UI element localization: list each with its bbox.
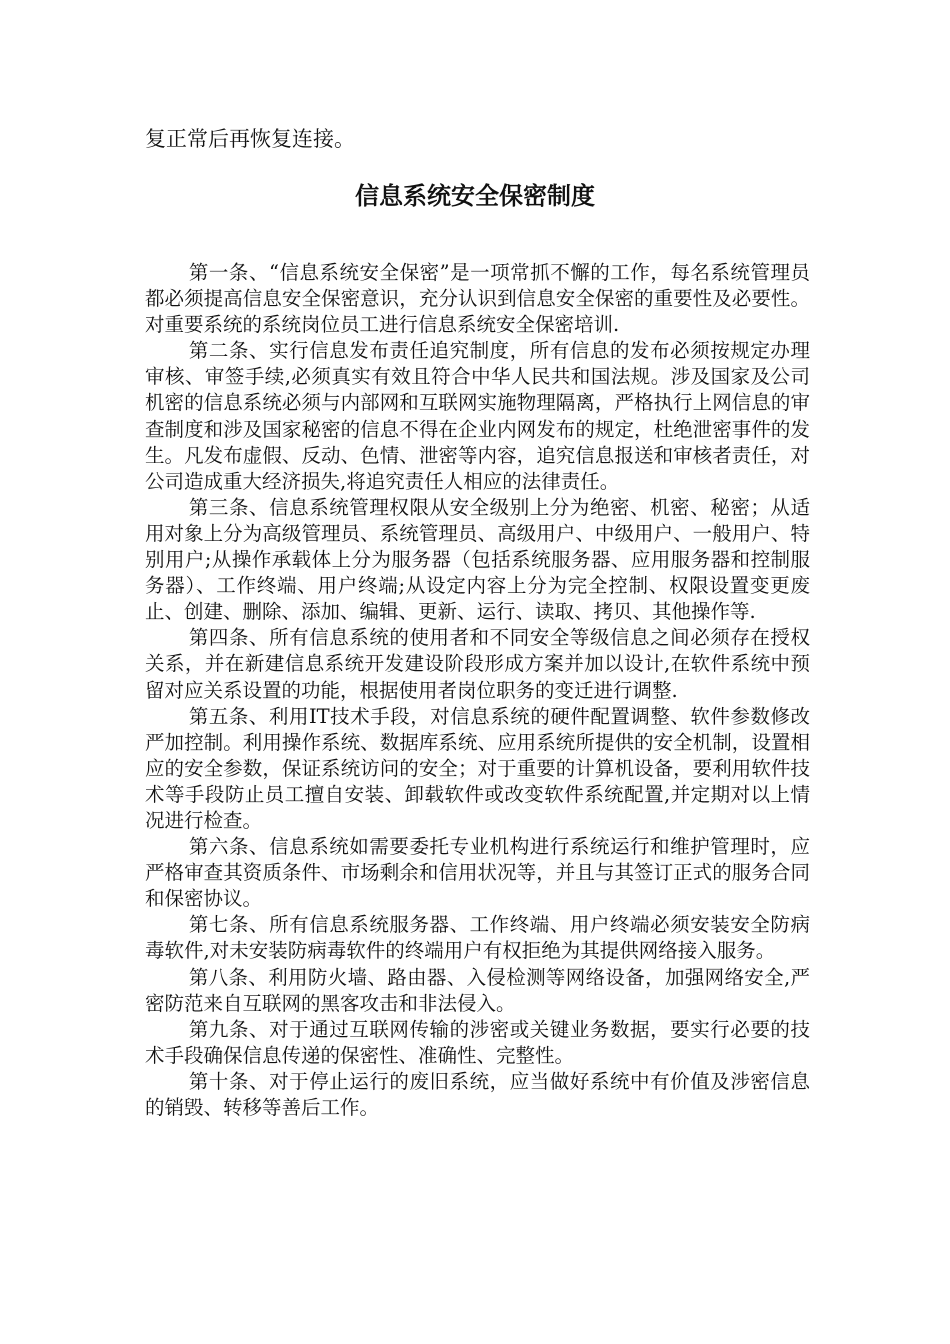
article-10: 第十条、对于停止运行的废旧系统，应当做好系统中有价值及涉密信息的销毁、转移等善后工作。 <box>145 1069 810 1119</box>
article-6: 第六条、信息系统如需要委托专业机构进行系统运行和维护管理时，应严格审查其资质条件、市场剩余和信用状况等，并且与其签订正式的服务合同和保密协议。 <box>145 835 810 911</box>
article-3: 第三条、信息系统管理权限从安全级别上分为绝密、机密、秘密；从适用对象上分为高级管理员、系统管理员、高级用户、中级用户、一般用户、特别用户;从操作承载体上分为服务器（包括系统服务器、应用服务器和控制服务器）、工作终端、用户终端;从设定内容上分为完全控制、权限设置变更废止、创建、删除、添加、编辑、更新、运行、读取、拷贝、其他操作等. <box>145 495 810 624</box>
article-4: 第四条、所有信息系统的使用者和不同安全等级信息之间必须存在授权关系，并在新建信息系统开发建设阶段形成方案并加以设计,在软件系统中预留对应关系设置的功能，根据使用者岗位职务的变迁进行调整. <box>145 626 810 702</box>
article-8: 第八条、利用防火墙、路由器、入侵检测等网络设备，加强网络安全,严密防范来自互联网的黑客攻击和非法侵入。 <box>145 965 810 1015</box>
document-title: 信息系统安全保密制度 <box>355 182 595 210</box>
article-5: 第五条、利用IT技术手段，对信息系统的硬件配置调整、软件参数修改严加控制。利用操作系统、数据库系统、应用系统所提供的安全机制，设置相应的安全参数，保证系统访问的安全；对于重要的计算机设备，要利用软件技术等手段防止员工擅自安装、卸载软件或改变软件系统配置,并定期对以上情况进行检查。 <box>145 704 810 832</box>
article-1: 第一条、“信息系统安全保密”是一项常抓不懈的工作，每名系统管理员都必须提高信息安全保密意识，充分认识到信息安全保密的重要性及必要性。对重要系统的系统岗位员工进行信息系统安全保密培训. <box>145 261 810 337</box>
article-2: 第二条、实行信息发布责任追究制度，所有信息的发布必须按规定办理审核、审签手续,必须真实有效且符合中华人民共和国法规。涉及国家及公司机密的信息系统必须与内部网和互联网实施物理隔离，严格执行上网信息的审查制度和涉及国家秘密的信息不得在企业内网发布的规定，杜绝泄密事件的发生。凡发布虚假、反动、色情、泄密等内容，追究信息报送和审核者责任，对公司造成重大经济损失,将追究责任人相应的法律责任。 <box>145 339 810 493</box>
continuation-text: 复正常后再恢复连接。 <box>145 127 355 151</box>
article-7: 第七条、所有信息系统服务器、工作终端、用户终端必须安装安全防病毒软件,对未安装防病毒软件的终端用户有权拒绝为其提供网络接入服务。 <box>145 913 810 963</box>
article-9: 第九条、对于通过互联网传输的涉密或关键业务数据，要实行必要的技术手段确保信息传递的保密性、准确性、完整性。 <box>145 1017 810 1067</box>
article-list <box>145 260 810 1121</box>
